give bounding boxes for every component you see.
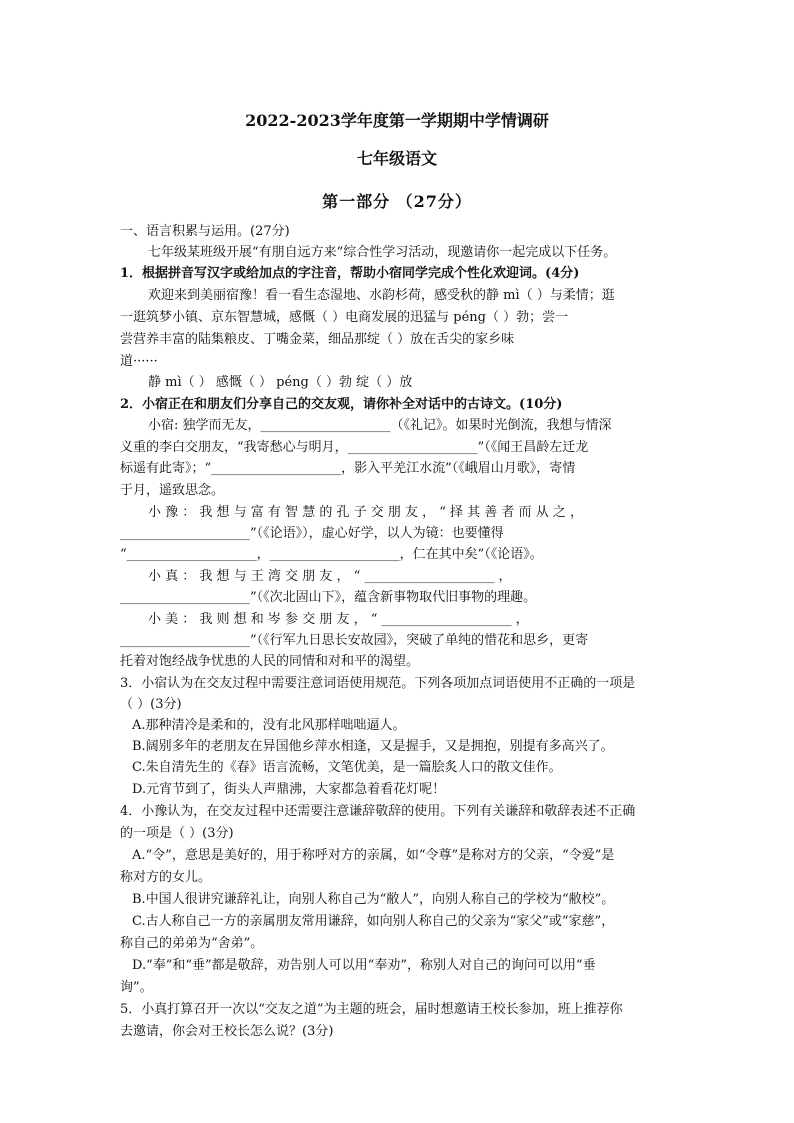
q3-option-c: C.朱自清先生的《春》语言流畅，文笔优美，是一篇脍炙人口的散文佳作。 [132, 760, 562, 775]
q4-text: 称对方的女儿。 [120, 870, 212, 885]
question-1: 1．根据拼音写汉字或给加点的字注音，帮助小宿同学完成个性化欢迎词。(4分) [120, 266, 580, 281]
q4-text: 的一项是（ ）(3分) [120, 826, 234, 841]
exam-title: 2022-2023学年度第一学期期中学情调研 [245, 111, 549, 130]
q2-text: 小 真 ： 我 想 与 王 湾 交 朋 友 ， “ ____________________ ， [148, 569, 512, 584]
q5-text: 去邀请，你会对王校长怎么说？(3分) [120, 1024, 334, 1039]
q1-text: 一逛筑梦小镇、京东智慧城，感慨（ ）电商发展的迅猛与 péng（ ）勃；尝一 [120, 310, 569, 325]
question-4: 4．小豫认为，在交友过程中还需要注意谦辞敬辞的使用。下列有关谦辞和敬辞表述不正确 [120, 804, 636, 819]
q4-option-d: D.“奉”和“垂”都是敬辞，劝告别人可以用“奉劝”，称别人对自己的询问可以用“垂 [132, 958, 596, 973]
q2-text: 小 美 ： 我 则 想 和 岑 参 交 朋 友 ， “ ____________________ ， [148, 612, 529, 627]
q4-option-c: C.古人称自己一方的亲属朋友常用谦辞，如向别人称自己的父亲为“家父”或“家慈”， [132, 914, 615, 929]
q3-option-b: B.阔别多年的老朋友在异国他乡萍水相逢，又是握手，又是拥抱，别提有多高兴了。 [132, 739, 614, 754]
question-2: 2．小宿正在和朋友们分享自己的交友观，请你补全对话中的古诗文。(10分) [120, 397, 563, 412]
q1-text: 尝营养丰富的陆集粮皮、丁嘴金菜，细品那绽（ ）放在舌尖的家乡味 [120, 332, 515, 347]
q1-text: 道······ [120, 354, 158, 369]
q4-option-b: B.中国人很讲究谦辞礼让，向别人称自己为“敝人”，向别人称自己的学校为“敝校”。 [132, 892, 615, 907]
q2-text: “____________________，____________________，仁在其中矣”（《论语》。 [120, 547, 543, 562]
q4-text: 称自己的弟弟为“舍弟”。 [120, 936, 264, 951]
q2-text: ____________________”（《次北固山下》，蕴含新事物取代旧事物的理趣。 [120, 590, 537, 605]
q2-text: 小 豫 ： 我 想 与 富 有 智 慧 的 孔 子 交 朋 友 ， “ 择 其 善 者 而 从 之 ， [148, 505, 583, 520]
q4-text: 询”。 [120, 980, 153, 995]
q2-text: 托着对饱经战争忧患的人民的同情和对和平的渴望。 [120, 654, 420, 669]
q3-text: （ ）(3分) [120, 697, 182, 712]
question-5: 5．小真打算召开一次以“交友之道”为主题的班会，届时想邀请王校长参加，班上推荐你 [120, 1002, 623, 1017]
q3-option-d: D.元宵节到了，街头人声鼎沸，大家都急着看花灯呢！ [132, 782, 446, 797]
q2-text: 标遥有此寄》；“____________________，影入平羌江水流”（《峨眉山月歌》，寄情 [120, 461, 576, 476]
section-heading: 一、语言积累与运用。(27分) [120, 224, 290, 239]
q2-text: ____________________”（《行军九日思长安故园》，突破了单纯的惜花和思乡，更寄 [120, 633, 589, 648]
q2-text: ____________________”（《论语》），虚心好学，以人为镜：也要懂得 [120, 526, 504, 541]
q3-option-a: A.那种清冷是柔和的，没有北风那样咄咄逼人。 [132, 718, 406, 733]
q2-text: 小宿: 独学而无友，____________________（《礼记》。如果时光倒流，我想与情深 [148, 418, 612, 433]
q4-option-a: A.“令”，意思是美好的，用于称呼对方的亲属，如“令尊”是称对方的父亲，“令爱”是 [132, 848, 615, 863]
q1-answer-row: 静 mì（ ） 感慨（ ） péng（ ）勃 绽（ ）放 [148, 375, 413, 390]
q1-text: 欢迎来到美丽宿豫！看一看生态湿地、水韵杉荷，感受秋的静 mì（ ）与柔情；逛 [148, 288, 615, 303]
intro-text: 七年级某班级开展“有朋自远方来”综合性学习活动，现邀请你一起完成以下任务。 [148, 245, 617, 260]
question-3: 3．小宿认为在交友过程中需要注意词语使用规范。下列各项加点词语使用不正确的一项是 [120, 676, 636, 691]
exam-subtitle: 七年级语文 [356, 149, 437, 168]
q2-text: 义重的李白交朋友，“我寄愁心与明月，____________________”（《闻王昌龄左迁龙 [120, 440, 589, 455]
part-heading: 第一部分 （27分） [322, 192, 472, 211]
q2-text: 于月，遥致思念。 [120, 483, 225, 498]
